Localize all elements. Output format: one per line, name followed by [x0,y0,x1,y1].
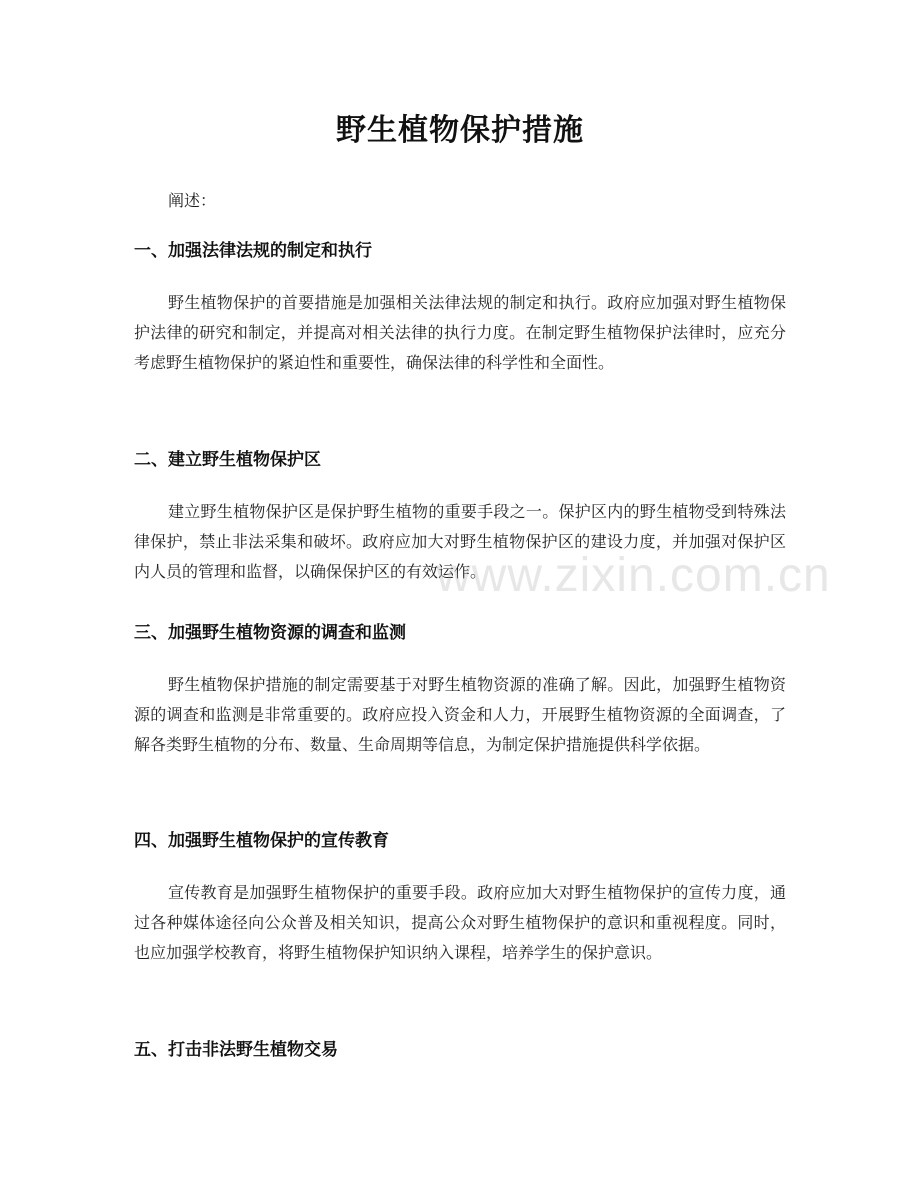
document-title: 野生植物保护措施 [336,113,584,148]
section-heading-4: 四、加强野生植物保护的宣传教育 [134,831,389,851]
section-heading-1: 一、加强法律法规的制定和执行 [134,241,372,261]
section-paragraph-4: 宣传教育是加强野生植物保护的重要手段。政府应加大对野生植物保护的宣传力度，通过各种媒体途径向公众普及相关知识，提高公众对野生植物保护的意识和重视程度。同时，也应加强学校教育，将野生植物保护知识纳入课程，培养学生的保护意识。 [134,883,786,962]
section-heading-3: 三、加强野生植物资源的调查和监测 [134,623,406,643]
intro-label: 阐述： [168,191,217,210]
section-paragraph-3: 野生植物保护措施的制定需要基于对野生植物资源的准确了解。因此，加强野生植物资源的调查和监测是非常重要的。政府应投入资金和人力，开展野生植物资源的全面调查，了解各类野生植物的分布、数量、生命周期等信息，为制定保护措施提供科学依据。 [134,675,786,754]
section-paragraph-2: 建立野生植物保护区是保护野生植物的重要手段之一。保护区内的野生植物受到特殊法律保护，禁止非法采集和破坏。政府应加大对野生植物保护区的建设力度，并加强对保护区内人员的管理和监督，以确保保护区的有效运作。 [134,502,786,581]
section-paragraph-1: 野生植物保护的首要措施是加强相关法律法规的制定和执行。政府应加强对野生植物保护法律的研究和制定，并提高对相关法律的执行力度。在制定野生植物保护法律时，应充分考虑野生植物保护的紧迫性和重要性，确保法律的科学性和全面性。 [134,293,786,372]
section-heading-5: 五、打击非法野生植物交易 [134,1040,338,1060]
watermark: www.zixin.com.cn [436,549,831,602]
section-heading-2: 二、建立野生植物保护区 [134,450,321,470]
